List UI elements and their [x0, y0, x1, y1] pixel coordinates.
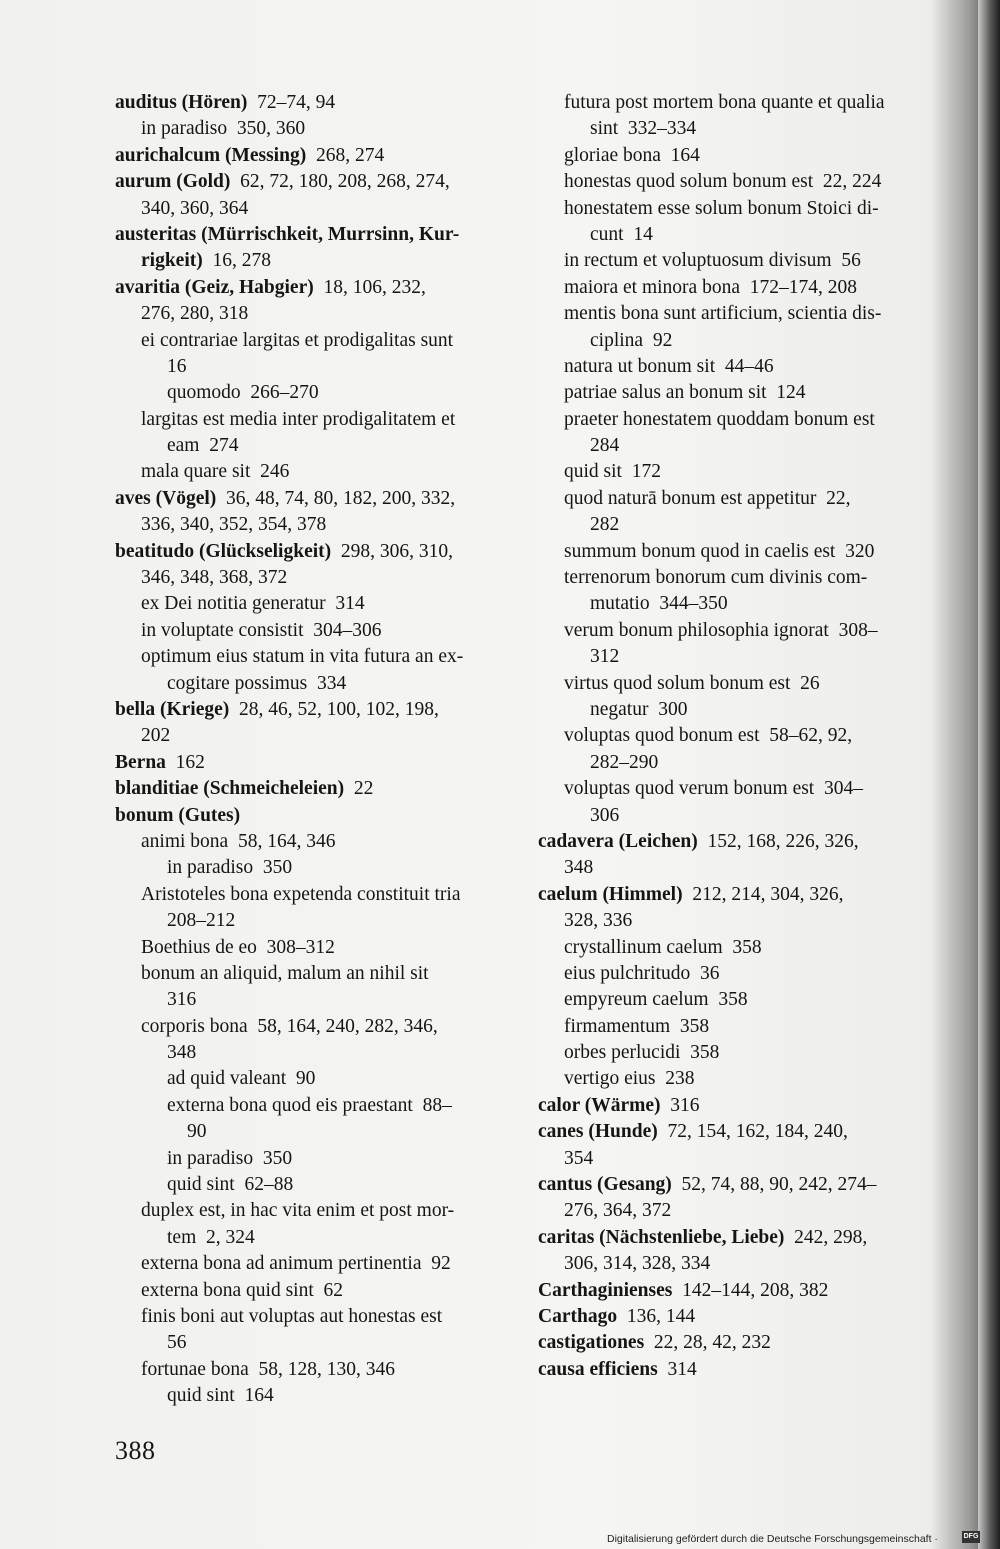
index-entry: [538, 1278, 938, 1304]
index-references: in voluptate consistit 304–306: [141, 619, 382, 641]
index-headword: cantus (Gesang): [538, 1174, 672, 1196]
index-entry: [538, 1304, 938, 1330]
index-references: in paradiso 350, 360: [141, 118, 306, 140]
index-entry: [538, 1330, 938, 1356]
index-headword: blanditiae (Schmeicheleien): [115, 778, 345, 800]
index-headword: bella (Kriege): [115, 698, 230, 720]
index-subentry: [115, 671, 515, 697]
index-subentry: [538, 987, 938, 1013]
index-references: 22, 28, 42, 232: [644, 1332, 771, 1354]
index-subentry: [115, 1093, 515, 1119]
index-references: maiora et minora bona 172–174, 208: [564, 276, 857, 298]
index-subentry: [538, 776, 938, 802]
index-references: 336, 340, 352, 354, 378: [141, 514, 327, 536]
index-references: externa bona quid sint 62: [141, 1279, 343, 1301]
index-references: mutatio 344–350: [590, 593, 728, 615]
page-number: 388: [115, 1436, 156, 1465]
index-entry: [115, 90, 515, 116]
index-references: patriae salus an bonum sit 124: [564, 382, 806, 404]
index-headword: aurichalcum (Messing): [115, 144, 307, 166]
digitization-credit: Digitalisierung gefördert durch die Deutsche Forschungsgemeinschaft ·: [607, 1533, 938, 1545]
index-references: eam 274: [167, 435, 239, 457]
index-references: 136, 144: [617, 1305, 696, 1327]
index-headword: beatitudo (Glückseligkeit): [115, 540, 332, 562]
index-references: 348: [167, 1042, 197, 1064]
index-subentry: [115, 1172, 515, 1198]
index-entry: [115, 275, 515, 301]
index-references: 306, 314, 328, 334: [564, 1253, 711, 1275]
index-entry: [538, 829, 938, 855]
index-references: 348: [564, 857, 594, 879]
index-subentry: [538, 169, 938, 195]
index-subentry: [115, 882, 515, 908]
index-references: 282–290: [590, 751, 659, 773]
index-subentry: [115, 116, 515, 142]
index-subentry: [115, 1383, 515, 1409]
index-subentry: [115, 1330, 515, 1356]
index-references: 16: [167, 355, 187, 377]
index-references: 18, 106, 232,: [313, 276, 426, 298]
index-references: 340, 360, 364: [141, 197, 249, 219]
index-headword: bonum (Gutes): [115, 804, 241, 826]
index-subentry: [115, 591, 515, 617]
index-references: duplex est, in hac vita enim et post mor-: [141, 1200, 455, 1222]
index-references: 16, 278: [202, 250, 271, 272]
index-subentry: [538, 565, 938, 591]
index-references: ad quid valeant 90: [167, 1068, 316, 1090]
index-subentry: [538, 644, 938, 670]
index-references: 90: [187, 1121, 207, 1143]
index-references: negatur 300: [590, 698, 688, 720]
index-entry: [538, 882, 938, 908]
index-subentry: [538, 539, 938, 565]
index-subentry: [115, 433, 515, 459]
index-subentry: [538, 723, 938, 749]
index-subentry: [115, 1251, 515, 1277]
index-subentry: [115, 565, 515, 591]
index-entry: [115, 169, 515, 195]
index-subentry: [115, 380, 515, 406]
index-subentry: [538, 1198, 938, 1224]
index-references: orbes perlucidi 358: [564, 1042, 720, 1064]
index-subentry: [538, 222, 938, 248]
index-subentry: [115, 1119, 515, 1145]
index-subentry: [538, 512, 938, 538]
index-subentry: [115, 301, 515, 327]
index-headword: Carthago: [538, 1305, 618, 1327]
index-headword: avaritia (Geiz, Habgier): [115, 276, 314, 298]
index-subentry: [538, 1014, 938, 1040]
index-subentry: [538, 935, 938, 961]
index-subentry: [115, 1066, 515, 1092]
index-subentry: [538, 697, 938, 723]
index-references: 208–212: [167, 910, 236, 932]
index-headword: Carthaginienses: [538, 1279, 673, 1301]
index-subentry: [538, 618, 938, 644]
index-headword: cadavera (Leichen): [538, 830, 698, 852]
index-subentry: [538, 1066, 938, 1092]
index-references: Boethius de eo 308–312: [141, 936, 335, 958]
index-references: 162: [165, 751, 205, 773]
index-subentry: [538, 275, 938, 301]
index-references: 298, 306, 310,: [331, 540, 454, 562]
index-references: in paradiso 350: [167, 1147, 293, 1169]
index-headword: auditus (Hören): [115, 92, 248, 113]
index-headword: causa efficiens: [538, 1358, 658, 1380]
index-subentry: [538, 328, 938, 354]
index-subentry: [115, 908, 515, 934]
index-subentry: [115, 961, 515, 987]
index-references: ei contrariae largitas et prodigalitas sunt: [141, 329, 454, 351]
index-references: quid sit 172: [564, 461, 661, 483]
index-references: animi bona 58, 164, 346: [141, 830, 336, 852]
index-subentry: [538, 1251, 938, 1277]
index-subentry: [115, 407, 515, 433]
index-references: terrenorum bonorum cum divinis com-: [564, 567, 868, 589]
index-subentry: [115, 723, 515, 749]
index-references: empyreum caelum 358: [564, 989, 748, 1011]
index-subentry: [115, 459, 515, 485]
index-entry: [115, 486, 515, 512]
index-references: 202: [141, 725, 171, 747]
index-headword: austeritas (Mürrischkeit, Murrsinn, Kur-: [115, 223, 460, 245]
index-references: 52, 74, 88, 90, 242, 274–: [671, 1174, 877, 1196]
index-entry: [115, 143, 515, 169]
index-references: quid sint 62–88: [167, 1174, 294, 1196]
index-subentry: [115, 1278, 515, 1304]
index-references: largitas est media inter prodigalitatem et: [141, 408, 456, 430]
index-headword: aurum (Gold): [115, 171, 231, 193]
index-references: quid sint 164: [167, 1385, 274, 1407]
index-column-left: [115, 90, 515, 1410]
index-headword: castigationes: [538, 1332, 645, 1354]
index-references: corporis bona 58, 164, 240, 282, 346,: [141, 1015, 438, 1037]
index-subentry: [538, 459, 938, 485]
index-references: in paradiso 350: [167, 857, 293, 879]
index-references: 152, 168, 226, 326,: [697, 830, 859, 852]
book-spine-shadow: [978, 0, 1000, 1549]
index-references: 242, 298,: [784, 1226, 868, 1248]
index-headword: calor (Wärme): [538, 1094, 661, 1116]
index-references: ex Dei notitia generatur 314: [141, 593, 365, 615]
index-references: mentis bona sunt artificium, scientia dis-: [564, 303, 882, 325]
index-entry: [538, 1119, 938, 1145]
index-headword: caelum (Himmel): [538, 883, 683, 905]
index-references: quomodo 266–270: [167, 382, 319, 404]
index-references: 22: [344, 778, 374, 800]
index-references: 282: [590, 514, 620, 536]
index-subentry: [538, 855, 938, 881]
index-subentry: [538, 591, 938, 617]
index-subentry: [115, 1357, 515, 1383]
index-references: in rectum et voluptuosum divisum 56: [564, 250, 861, 272]
index-subentry: [115, 987, 515, 1013]
index-references: 142–144, 208, 382: [672, 1279, 829, 1301]
index-references: crystallinum caelum 358: [564, 936, 762, 958]
index-references: eius pulchritudo 36: [564, 962, 720, 984]
index-references: summum bonum quod in caelis est 320: [564, 540, 875, 562]
index-entry: [538, 1172, 938, 1198]
index-subentry: [538, 90, 938, 116]
index-references: praeter honestatem quoddam bonum est: [564, 408, 875, 430]
index-references: 284: [590, 435, 620, 457]
index-references: 306: [590, 804, 620, 826]
index-references: 328, 336: [564, 910, 633, 932]
index-subentry: [115, 1198, 515, 1224]
index-references: voluptas quod verum bonum est 304–: [564, 778, 863, 800]
index-references: externa bona quod eis praestant 88–: [167, 1094, 452, 1116]
index-references: finis boni aut voluptas aut honestas est: [141, 1305, 443, 1327]
index-subentry: [115, 644, 515, 670]
index-entry: [115, 750, 515, 776]
index-references: quod naturā bonum est appetitur 22,: [564, 487, 851, 509]
index-subentry: [115, 1040, 515, 1066]
index-references: Aristoteles bona expetenda constituit tria: [141, 883, 461, 905]
index-references: externa bona ad animum pertinentia 92: [141, 1253, 451, 1275]
index-references: 276, 280, 318: [141, 303, 249, 325]
index-references: 346, 348, 368, 372: [141, 567, 288, 589]
index-references: 268, 274: [306, 144, 385, 166]
index-subentry: [115, 1014, 515, 1040]
index-entry: [538, 1357, 938, 1383]
index-headword: caritas (Nächstenliebe, Liebe): [538, 1226, 785, 1248]
index-subentry: [538, 486, 938, 512]
index-references: gloriae bona 164: [564, 144, 700, 166]
index-references: 212, 214, 304, 326,: [682, 883, 844, 905]
index-subentry: [538, 116, 938, 142]
index-references: 316: [167, 989, 197, 1011]
index-headword: Berna: [115, 751, 166, 773]
index-subentry: [538, 143, 938, 169]
index-references: vertigo eius 238: [564, 1068, 695, 1090]
index-subentry: [115, 1146, 515, 1172]
index-column-right: [538, 90, 938, 1383]
index-references: firmamentum 358: [564, 1015, 710, 1037]
index-entry: [538, 1225, 938, 1251]
dfg-logo: DFG: [962, 1531, 980, 1543]
index-entry: [115, 697, 515, 723]
index-references: virtus quod solum bonum est 26: [564, 672, 820, 694]
index-subentry: [538, 354, 938, 380]
index-references: 276, 364, 372: [564, 1200, 672, 1222]
index-references: honestas quod solum bonum est 22, 224: [564, 171, 882, 193]
index-subentry: [115, 512, 515, 538]
index-references: cogitare possimus 334: [167, 672, 347, 694]
index-subentry: [115, 935, 515, 961]
index-subentry: [115, 328, 515, 354]
index-references: bonum an aliquid, malum an nihil sit: [141, 962, 429, 984]
index-subentry: [538, 908, 938, 934]
index-subentry: [538, 196, 938, 222]
index-references: 72, 154, 162, 184, 240,: [657, 1121, 848, 1143]
index-references: 312: [590, 646, 620, 668]
index-entry: [115, 539, 515, 565]
index-headword: canes (Hunde): [538, 1121, 658, 1143]
index-references: 36, 48, 74, 80, 182, 200, 332,: [216, 487, 456, 509]
index-subentry: [538, 1040, 938, 1066]
index-entry: [115, 776, 515, 802]
index-subentry: [538, 803, 938, 829]
index-references: 62, 72, 180, 208, 268, 274,: [230, 171, 450, 193]
index-subentry: [538, 1146, 938, 1172]
index-references: 72–74, 94: [247, 92, 336, 113]
index-subentry: [115, 1304, 515, 1330]
index-references: voluptas quod bonum est 58–62, 92,: [564, 725, 853, 747]
index-subentry: [538, 671, 938, 697]
index-subentry: [115, 196, 515, 222]
index-entry: [538, 1093, 938, 1119]
index-references: 316: [660, 1094, 700, 1116]
index-subentry: [538, 961, 938, 987]
index-references: verum bonum philosophia ignorat 308–: [564, 619, 878, 641]
index-references: 56: [167, 1332, 187, 1354]
index-references: 354: [564, 1147, 594, 1169]
index-subentry: [538, 380, 938, 406]
index-references: natura ut bonum sit 44–46: [564, 355, 774, 377]
index-references: tem 2, 324: [167, 1226, 255, 1248]
index-entry: [115, 222, 515, 248]
index-references: fortunae bona 58, 128, 130, 346: [141, 1358, 395, 1380]
index-subentry: [538, 248, 938, 274]
index-headword: rigkeit): [141, 250, 203, 272]
index-headword: aves (Vögel): [115, 487, 217, 509]
index-entry: [115, 803, 515, 829]
index-subentry: [538, 301, 938, 327]
index-references: ciplina 92: [590, 329, 673, 351]
index-references: honestatem esse solum bonum Stoici di-: [564, 197, 879, 219]
index-references: cunt 14: [590, 223, 653, 245]
index-references: sint 332–334: [590, 118, 697, 140]
index-subentry: [115, 829, 515, 855]
index-subentry: [538, 407, 938, 433]
index-references: 28, 46, 52, 100, 102, 198,: [229, 698, 439, 720]
index-subentry: [538, 750, 938, 776]
index-subentry: [538, 433, 938, 459]
index-references: optimum eius statum in vita futura an ex-: [141, 646, 464, 668]
index-subentry: [115, 354, 515, 380]
index-subentry: [115, 248, 515, 274]
index-subentry: [115, 855, 515, 881]
index-references: 314: [657, 1358, 697, 1380]
index-subentry: [115, 1225, 515, 1251]
index-subentry: [115, 618, 515, 644]
index-references: mala quare sit 246: [141, 461, 290, 483]
index-references: futura post mortem bona quante et qualia: [564, 92, 885, 113]
